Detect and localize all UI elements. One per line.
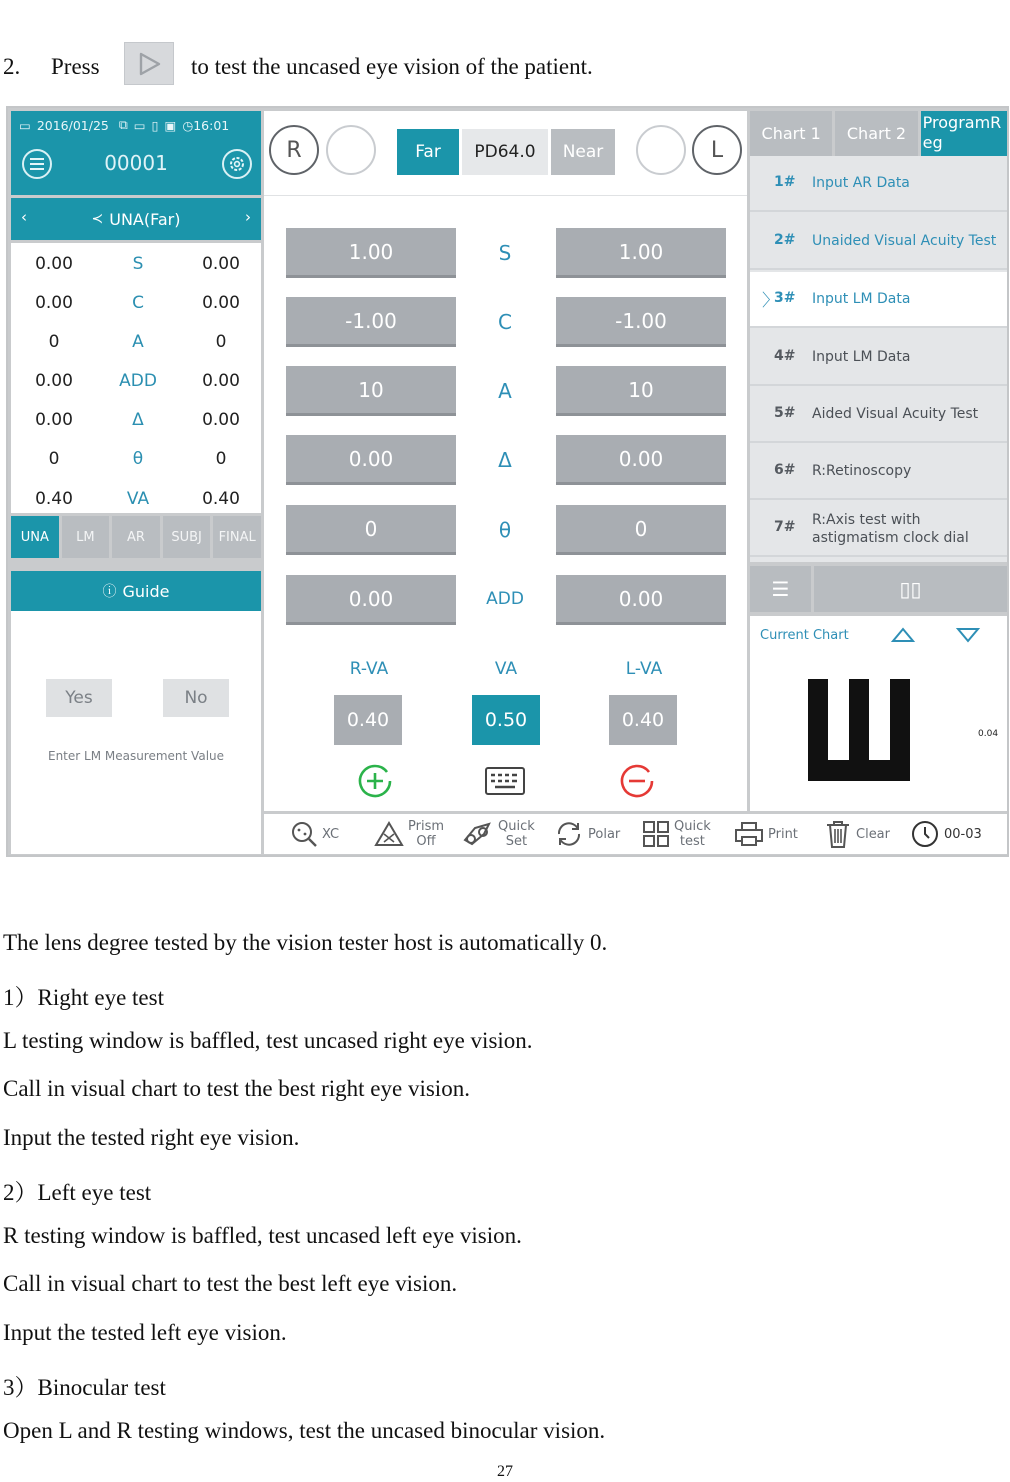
prism-state: Off [416, 834, 436, 849]
row-label-add: ADD [486, 589, 524, 609]
play-button[interactable] [124, 42, 174, 85]
xc-button[interactable] [290, 818, 339, 850]
lm-hint-text: Enter LM Measurement Value [47, 749, 225, 763]
right-prism-value[interactable]: 0.00 [286, 435, 456, 485]
grid-right-value: 0.00 [35, 293, 73, 313]
grid-right-value: 0 [48, 449, 60, 469]
chart-acuity-value: 0.04 [978, 729, 999, 739]
minus-circle-icon[interactable] [618, 762, 656, 800]
list-item[interactable] [750, 330, 1007, 386]
network-icon: ⧉ [118, 117, 128, 132]
step-press-text: Press [51, 54, 100, 79]
right-occluder-button[interactable] [326, 125, 376, 175]
section-heading: 2）Left eye test [3, 1180, 152, 1205]
polar-label: Polar [588, 826, 621, 842]
quick-label: Quick [498, 819, 535, 834]
item-number: 6# [774, 462, 796, 478]
paragraph: L testing window is baffled, test uncased right eye vision. [3, 1028, 533, 1053]
right-s-value[interactable]: 1.00 [286, 228, 456, 278]
guide-body [11, 611, 261, 854]
grid-right-value: 0 [48, 332, 60, 352]
quick-label: Quick [674, 819, 711, 834]
grid-right-value: 0.00 [35, 410, 73, 430]
row-label-prism: Δ [498, 448, 512, 472]
no-button[interactable]: No [163, 679, 229, 717]
list-item[interactable] [750, 387, 1007, 443]
trash-icon [824, 819, 852, 849]
triangle-up-icon[interactable] [890, 626, 916, 644]
paragraph: Open L and R testing windows, test the uncased binocular vision. [3, 1418, 606, 1443]
right-theta-value[interactable]: 0 [286, 505, 456, 555]
grid-label: S [132, 254, 144, 274]
page-number: 27 [497, 1463, 513, 1480]
tab-program-reg[interactable]: ProgramReg [921, 111, 1007, 156]
near-button[interactable]: Near [551, 129, 615, 175]
r-va-label: R-VA [349, 659, 389, 679]
tab-chart-2[interactable]: Chart 2 [835, 111, 917, 156]
status-bar [11, 117, 261, 133]
item-number: 4# [774, 348, 796, 364]
section-heading: 3）Binocular test [3, 1375, 166, 1400]
mode-label: UNA(Far) [109, 209, 181, 229]
crosscylinder-icon [290, 820, 318, 848]
list-icon[interactable]: ☰ [750, 566, 811, 612]
item-number: 2# [774, 232, 796, 248]
left-add-value[interactable]: 0.00 [556, 575, 726, 625]
pd-value[interactable]: PD64.0 [462, 129, 548, 175]
item-text: R:Retinoscopy [812, 463, 912, 479]
grid-right-value: 0.00 [35, 371, 73, 391]
paragraph: Call in visual chart to test the best right eye vision. [3, 1076, 470, 1101]
grid-left-value: 0 [215, 449, 227, 469]
item-text: R:Axis test with astigmatism clock dial [812, 512, 969, 546]
paragraph: R testing window is baffled, test uncased left eye vision. [3, 1223, 522, 1248]
item-text: Input LM Data [812, 291, 911, 307]
grid-left-value: 0 [215, 332, 227, 352]
quick-set-button[interactable] [462, 818, 535, 850]
tab-final[interactable]: FINAL [213, 516, 261, 558]
chevron-left-icon[interactable]: ‹ [21, 208, 27, 226]
tumbling-e-chart-icon [808, 679, 910, 781]
step-number: 2. [3, 54, 21, 79]
left-occluder-button[interactable] [636, 125, 686, 175]
grid-row [11, 363, 261, 402]
left-a-value[interactable]: 10 [556, 366, 726, 416]
item-number: 3# [774, 290, 796, 306]
right-add-value[interactable]: 0.00 [286, 575, 456, 625]
clock-icon [910, 819, 940, 849]
grid-row [11, 285, 261, 324]
grid-label: Δ [132, 410, 144, 430]
paragraph: The lens degree tested by the vision tester host is automatically 0. [3, 930, 608, 955]
calendar-icon: ▭ [19, 117, 31, 133]
far-button[interactable]: Far [397, 129, 459, 175]
list-item[interactable] [750, 501, 1007, 557]
l-va-value[interactable]: 0.40 [609, 695, 677, 745]
print-label: Print [768, 826, 798, 842]
grid-label: C [132, 293, 144, 313]
play-icon [137, 51, 163, 77]
divider [264, 195, 747, 196]
list-item[interactable] [750, 214, 1007, 270]
timer-label: 00-03 [944, 826, 982, 842]
timer-button[interactable] [910, 818, 982, 850]
gear-icon[interactable] [222, 149, 252, 179]
tab-lm[interactable]: LM [62, 516, 110, 558]
bottom-toolbar [264, 814, 1007, 854]
left-eye-button[interactable]: L [692, 125, 742, 175]
prism-button[interactable] [374, 818, 444, 850]
grid-right-value: 0.40 [35, 489, 73, 509]
current-chart-label: Current Chart [760, 628, 849, 643]
grid-icon [642, 820, 670, 848]
row-label-c: C [498, 310, 512, 334]
row-label-theta: θ [498, 518, 512, 542]
item-number: 7# [774, 519, 796, 535]
left-theta-value[interactable]: 0 [556, 505, 726, 555]
right-eye-button[interactable]: R [269, 125, 319, 175]
yes-button[interactable]: Yes [46, 679, 112, 717]
program-list [750, 156, 1007, 562]
display-icon: ▣ [164, 117, 177, 133]
left-prism-value[interactable]: 0.00 [556, 435, 726, 485]
share-icon: ≺ [91, 211, 104, 227]
tab-chart-1[interactable]: Chart 1 [750, 111, 832, 156]
xc-label: XC [322, 826, 340, 842]
section-heading: 1）Right eye test [3, 985, 164, 1010]
clear-button[interactable] [824, 818, 890, 850]
item-text: Aided Visual Acuity Test [812, 406, 979, 422]
tab-una[interactable]: UNA [11, 516, 59, 558]
list-item[interactable] [750, 444, 1007, 500]
row-label-s: S [498, 241, 512, 265]
grid-label: ADD [119, 371, 157, 391]
grid-left-value: 0.00 [202, 254, 240, 274]
va-value[interactable]: 0.50 [472, 695, 540, 745]
keyboard-icon[interactable] [484, 765, 526, 797]
status-date: 2016/01/25 [36, 117, 109, 133]
pause-icon[interactable]: ▯▯ [814, 566, 1007, 612]
grid-row [11, 481, 261, 520]
mode-selector[interactable] [11, 198, 261, 240]
grid-left-value: 0.00 [202, 371, 240, 391]
r-va-value[interactable]: 0.40 [334, 695, 402, 745]
status-time: 16:01 [193, 117, 230, 133]
grid-left-value: 0.00 [202, 410, 240, 430]
chevron-right-icon: 〉 [762, 291, 779, 311]
row-label-a: A [498, 379, 512, 403]
step-rest-text: to test the uncased eye vision of the patient. [191, 54, 593, 79]
help-icon: ⓘ [102, 584, 117, 600]
quick-test-button[interactable] [642, 818, 711, 850]
glasses-icon [462, 820, 494, 848]
item-text: Input AR Data [812, 175, 910, 191]
grid-row [11, 402, 261, 441]
clock-icon: ◷ [182, 117, 194, 133]
va-label: VA [494, 659, 518, 679]
triangle-down-icon[interactable] [955, 626, 981, 644]
list-item[interactable] [750, 156, 1007, 212]
status-header [11, 111, 261, 195]
current-chart [750, 616, 1007, 811]
printer-icon [734, 820, 764, 848]
guide-label: Guide [122, 581, 170, 601]
right-c-value[interactable]: -1.00 [286, 297, 456, 347]
right-a-value[interactable]: 10 [286, 366, 456, 416]
clear-label: Clear [856, 826, 890, 842]
paragraph: Call in visual chart to test the best left eye vision. [3, 1271, 458, 1296]
left-s-value[interactable]: 1.00 [556, 228, 726, 278]
grid-label: A [132, 332, 144, 352]
left-c-value[interactable]: -1.00 [556, 297, 726, 347]
chart-tabs [750, 111, 1007, 156]
rotate-icon [554, 820, 584, 848]
print-button[interactable] [734, 818, 798, 850]
refraction-panel [264, 111, 747, 811]
grid-left-value: 0.00 [202, 293, 240, 313]
item-text: Input LM Data [812, 349, 911, 365]
item-number: 1# [774, 174, 796, 190]
grid-label: VA [126, 489, 150, 509]
grid-label: θ [132, 449, 144, 469]
device-screenshot [6, 106, 1009, 857]
mode-tabs [11, 516, 261, 558]
grid-left-value: 0.40 [202, 489, 240, 509]
chevron-right-icon[interactable]: › [245, 208, 251, 226]
monitor-icon: ▭ [133, 117, 146, 133]
tab-ar[interactable]: AR [112, 516, 160, 558]
grid-right-value: 0.00 [35, 254, 73, 274]
measurement-grid [11, 243, 261, 513]
polar-button[interactable] [554, 818, 620, 850]
item-text: Unaided Visual Acuity Test [812, 233, 997, 249]
tab-subj[interactable]: SUBJ [163, 516, 211, 558]
device-icon: ▯ [151, 117, 159, 133]
chart-controls [750, 566, 1007, 612]
prism-icon [374, 821, 404, 847]
grid-row [11, 246, 261, 285]
paragraph: Input the tested left eye vision. [3, 1320, 287, 1345]
paragraph: Input the tested right eye vision. [3, 1125, 300, 1150]
prism-label: Prism [408, 819, 445, 834]
patient-id: 00001 [104, 151, 168, 175]
item-number: 5# [774, 405, 796, 421]
add-circle-icon[interactable] [356, 762, 394, 800]
test-label: test [679, 834, 705, 849]
guide-button[interactable] [11, 571, 261, 611]
grid-row [11, 324, 261, 363]
grid-row [11, 441, 261, 480]
set-label: Set [505, 834, 528, 849]
l-va-label: L-VA [625, 659, 663, 679]
list-item-active[interactable] [750, 272, 1007, 328]
